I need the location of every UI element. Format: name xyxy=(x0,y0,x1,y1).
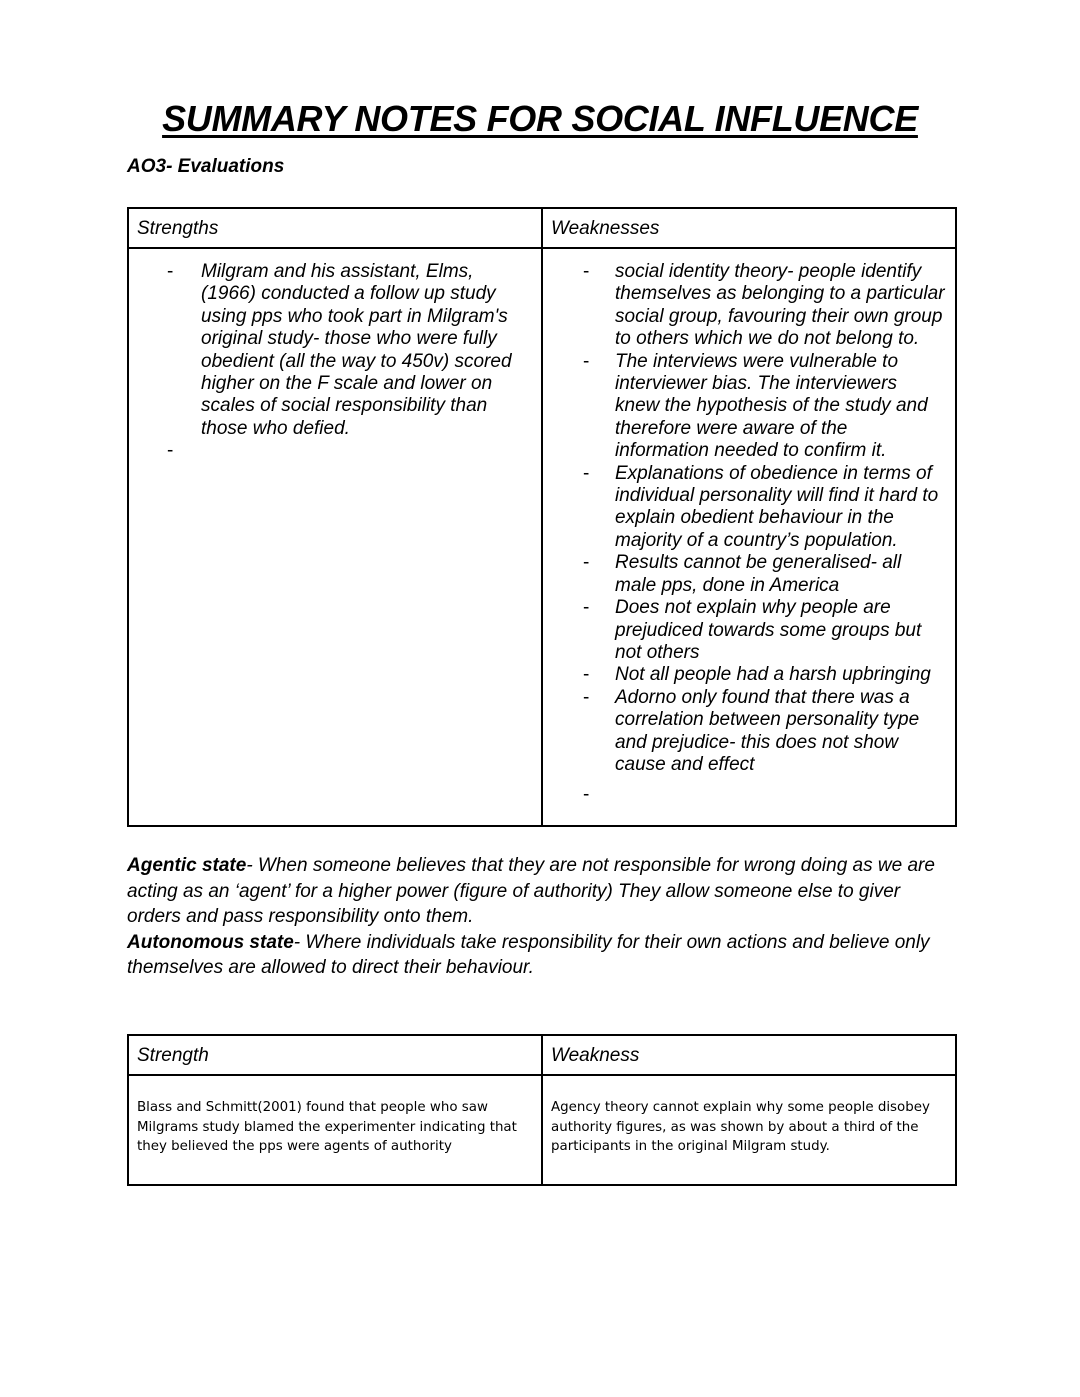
page-title: SUMMARY NOTES FOR SOCIAL INFLUENCE xyxy=(162,98,918,139)
strength-header: Strength xyxy=(128,1035,542,1075)
list-item: - The interviews were vulnerable to interviewer bias. The interviewers knew the hypothesis of the study and therefore were aware of the information needed to confirm it. xyxy=(573,351,945,463)
agentic-term: Agentic state xyxy=(127,855,247,876)
weakness-text: Agency theory cannot explain why some people disobey authority figures, as was shown by about a third of the participants in the original Milgram study. xyxy=(551,1100,930,1154)
evaluations-table xyxy=(127,207,957,827)
list-item: - Results cannot be generalised- all male pps, done in America xyxy=(573,552,945,597)
strengths-header: Strengths xyxy=(128,208,542,248)
agency-theory-table xyxy=(127,1034,957,1186)
list-item xyxy=(573,784,945,806)
table-body-row xyxy=(128,1075,956,1185)
list-item: - social identity theory- people identify themselves as belonging to a particular social group, favouring their own group to others which we do not belong to. xyxy=(573,261,945,351)
list-item: - Not all people had a harsh upbringing xyxy=(573,664,945,686)
table-header-row xyxy=(128,1035,956,1075)
list-item: - Milgram and his assistant, Elms, (1966) conducted a follow up study using pps who took part in Milgram's original study- those who were fully obedient (all the way to 450v) scored higher on the F scale and lower on scales of social responsibility than those who defied. xyxy=(157,261,531,440)
table-header-row xyxy=(128,208,956,248)
weakness-header: Weakness xyxy=(542,1035,956,1075)
weaknesses-list xyxy=(543,249,955,807)
definitions-block xyxy=(127,853,957,981)
list-item xyxy=(157,440,531,462)
strengths-list xyxy=(129,249,541,463)
table-body-row xyxy=(128,248,956,826)
strengths-cell xyxy=(128,248,542,826)
autonomous-definition xyxy=(127,930,957,981)
list-item: - Explanations of obedience in terms of individual personality will find it hard to explain obedient behaviour in the majority of a country’s population. xyxy=(573,463,945,553)
autonomous-text: - Where individuals take responsibility for their own actions and believe only themselves are allowed to direct their behaviour. xyxy=(127,931,930,979)
list-item: - Does not explain why people are prejudiced towards some groups but not others xyxy=(573,597,945,664)
list-item: - Adorno only found that there was a correlation between personality type and prejudice- this does not show cause and effect xyxy=(573,687,945,777)
weaknesses-cell xyxy=(542,248,956,826)
weaknesses-header: Weaknesses xyxy=(542,208,956,248)
agentic-text: - When someone believes that they are not responsible for wrong doing as we are acting as an ‘agent’ for a higher power (figure of authority) They allow someone else to giver orders and pass responsibility onto them. xyxy=(127,855,935,928)
strength-text: Blass and Schmitt(2001) found that people who saw Milgrams study blamed the experimenter indicating that they believed the pps were agents of authority xyxy=(137,1100,517,1154)
strength-cell xyxy=(128,1075,542,1185)
autonomous-term: Autonomous state xyxy=(127,931,294,953)
weakness-cell xyxy=(542,1075,956,1185)
agentic-definition xyxy=(127,853,957,930)
section-heading: AO3- Evaluations xyxy=(127,156,285,177)
